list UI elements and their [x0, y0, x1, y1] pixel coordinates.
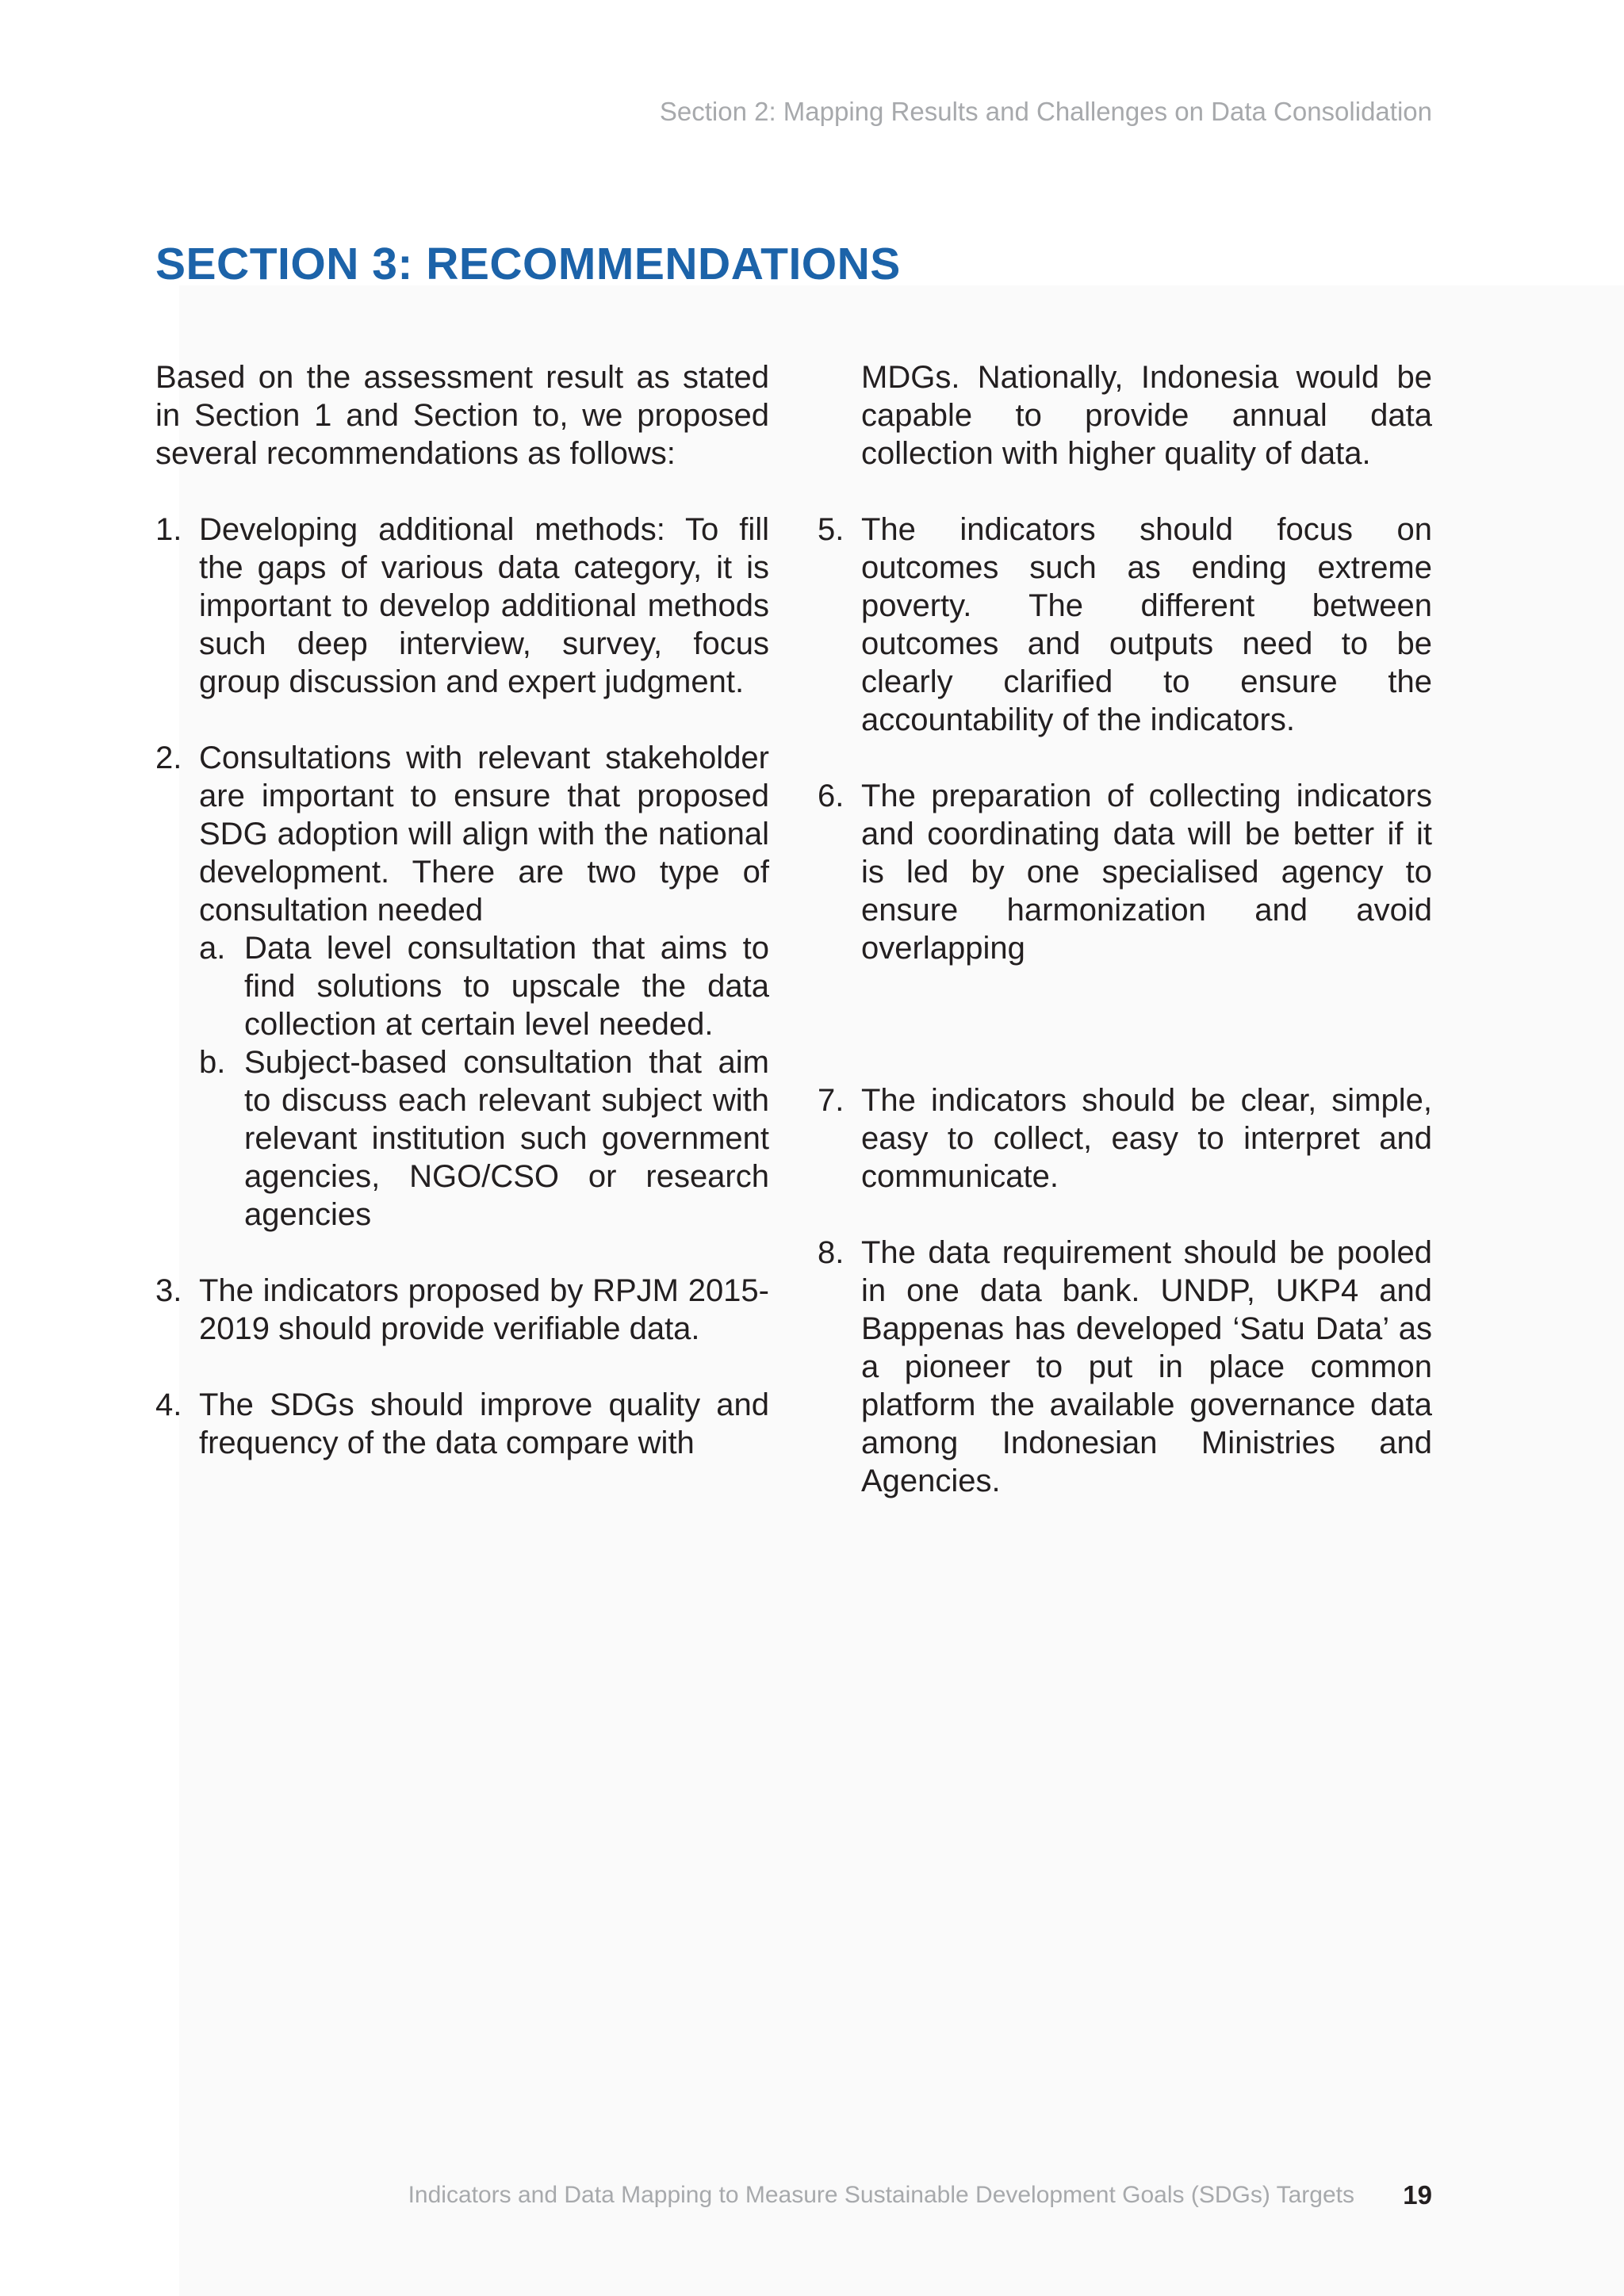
blank-spacer: [818, 967, 1432, 1081]
sub-item-text: Data level consultation that aims to find solutions to upscale the data collection at certain level needed.: [244, 931, 769, 1042]
recommendation-item-8: [818, 1234, 1432, 1500]
item-number: 7.: [818, 1083, 845, 1118]
item-text: Developing additional methods: To fill the gaps of various data category, it is important to develop additional methods such deep interview, survey, focus group discussion and expert judgment.: [199, 512, 769, 699]
recommendation-item-4: [155, 1386, 769, 1462]
sub-item-letter: b.: [199, 1045, 226, 1080]
sub-item-b: [199, 1043, 769, 1234]
recommendation-item-2: [155, 739, 769, 1234]
item-number: 1.: [155, 512, 182, 547]
running-header: Section 2: Mapping Results and Challenges on Data Consolidation: [659, 97, 1432, 126]
item-number: 4.: [155, 1387, 182, 1422]
item-text: The data requirement should be pooled in one data bank. UNDP, UKP4 and Bappenas has developed ‘Satu Data’ as a pioneer to put in place common platform the available governance data among Indonesian Ministries and Agencies.: [861, 1235, 1432, 1498]
item-body: [199, 739, 769, 1234]
item-number: 8.: [818, 1235, 845, 1270]
recommendation-item-6: [818, 777, 1432, 967]
item-number: 2.: [155, 740, 182, 775]
item-text: The indicators proposed by RPJM 2015-2019 should provide verifiable data.: [199, 1273, 769, 1346]
item-text: The indicators should focus on outcomes such as ending extreme poverty. The different between outcomes and outputs need to be clearly clarified to ensure the accountability of the indicators.: [861, 512, 1432, 737]
sub-item-text: Subject-based consultation that aim to discuss each relevant subject with relevant institution such government agencies, NGO/CSO or research agencies: [244, 1045, 769, 1232]
item-text: The indicators should be clear, simple, easy to collect, easy to interpret and communicate.: [861, 1083, 1432, 1194]
item-text: Consultations with relevant stakeholder are important to ensure that proposed SDG adoption will align with the national development. There are two type of consultation needed: [199, 740, 769, 928]
left-column: [155, 358, 769, 1462]
right-column: [818, 358, 1432, 1500]
footer-publication-title: Indicators and Data Mapping to Measure Sustainable Development Goals (SDGs) Targets: [408, 2182, 1354, 2208]
item-number: 6.: [818, 779, 845, 813]
section-title: SECTION 3: RECOMMENDATIONS: [155, 239, 901, 289]
sub-item-letter: a.: [199, 931, 226, 966]
recommendation-item-3: [155, 1272, 769, 1348]
item-text: The SDGs should improve quality and frequency of the data compare with: [199, 1387, 769, 1460]
recommendation-item-7: [818, 1081, 1432, 1196]
intro-paragraph: Based on the assessment result as stated in Section 1 and Section to, we proposed several recommendations as follows:: [155, 360, 769, 471]
item-number: 3.: [155, 1273, 182, 1308]
item-number: 5.: [818, 512, 845, 547]
item-4-continuation: MDGs. Nationally, Indonesia would be capable to provide annual data collection with higher quality of data.: [861, 360, 1432, 471]
sub-item-a: [199, 929, 769, 1043]
recommendation-item-5: [818, 511, 1432, 739]
item-text: The preparation of collecting indicators and coordinating data will be better if it is led by one specialised agency to ensure harmonization and avoid overlapping: [861, 779, 1432, 966]
recommendation-item-1: [155, 511, 769, 701]
page-number: 19: [1403, 2180, 1432, 2210]
